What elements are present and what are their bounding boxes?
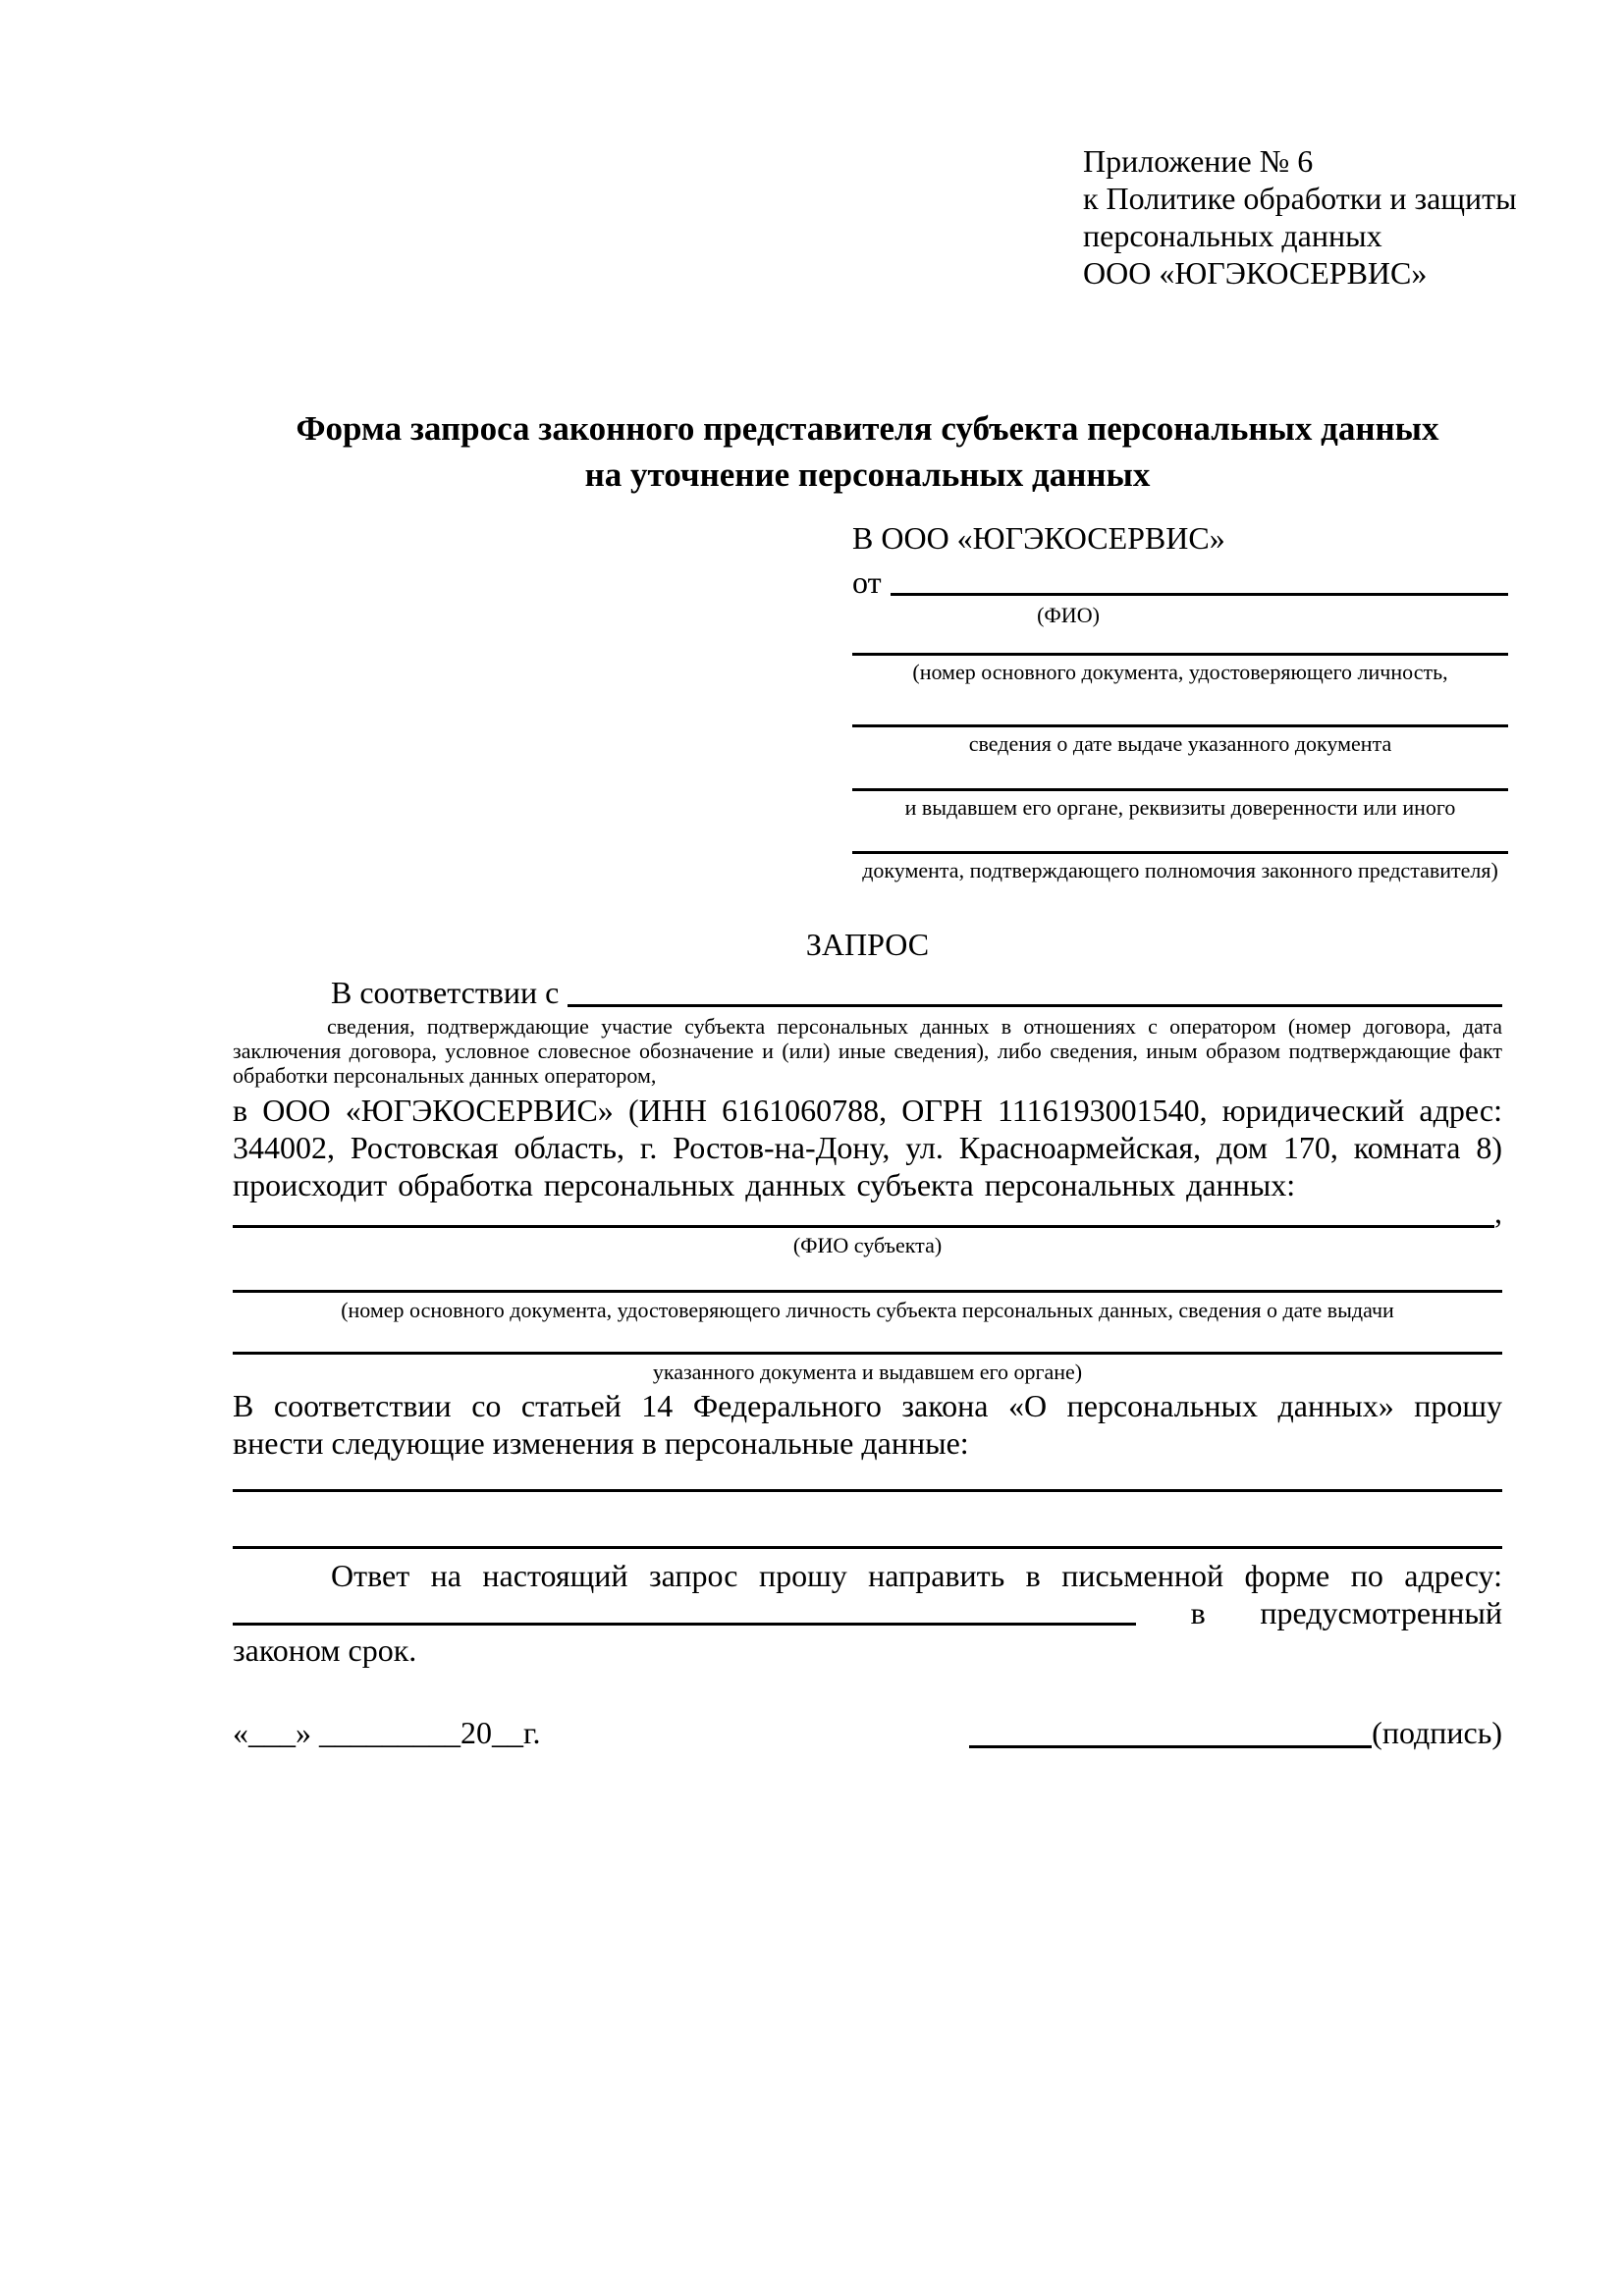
fio-caption: (ФИО) — [1037, 603, 1100, 627]
from-label: от — [852, 564, 882, 600]
page-title — [233, 405, 1502, 498]
operator-line: в ООО «ЮГЭКОСЕРВИС» (ИНН 6161060788, ОГРН 1116193001540, юридический адрес: — [233, 1093, 1502, 1128]
addressee-company: В ООО «ЮГЭКОСЕРВИС» — [852, 520, 1225, 556]
appendix-header-line: персональных данных — [1083, 218, 1382, 253]
signature-blank-line — [969, 1744, 1372, 1748]
representative-name-blank-line — [891, 592, 1508, 596]
answer-line: законом срок. — [233, 1632, 417, 1668]
answer-word: предусмотренный — [1260, 1595, 1502, 1630]
appendix-header-line: к Политике обработки и защиты — [1083, 181, 1517, 216]
answer-address-row — [233, 1594, 1502, 1631]
representative-doc-blank-line — [852, 788, 1508, 791]
page-title-line: Форма запроса законного представителя субъекта персональных данных — [296, 409, 1439, 448]
footnote-line: обработки персональных данных оператором, — [233, 1063, 657, 1088]
subject-line-comma: , — [1494, 1195, 1502, 1230]
basis-footnote — [233, 1014, 1502, 1088]
subject-fio-blank-line — [233, 1224, 1494, 1228]
answer-paragraph — [233, 1557, 1502, 1669]
law-paragraph — [233, 1387, 1502, 1462]
representative-doc-blank-line — [852, 851, 1508, 854]
subject-fio-row — [233, 1196, 1502, 1231]
changes-blank-line — [233, 1489, 1502, 1492]
subject-doc-blank-line — [233, 1290, 1502, 1293]
answer-word: в — [1190, 1595, 1206, 1630]
doc-caption-2: сведения о дате выдаче указанного документа — [968, 731, 1392, 756]
date-blank-text: «___» _________20__г. — [233, 1715, 541, 1750]
subject-doc-blank-line — [233, 1352, 1502, 1355]
doc-caption-4: документа, подтверждающего полномочия законного представителя) — [862, 858, 1498, 882]
page-title-line: на уточнение персональных данных — [584, 455, 1151, 494]
changes-blank-line — [233, 1546, 1502, 1549]
doc-caption-3: и выдавшем его органе, реквизиты доверенности или иного — [904, 795, 1456, 820]
subject-doc-caption-2: указанного документа и выдавшем его органе) — [652, 1360, 1083, 1384]
basis-blank-line — [568, 1003, 1502, 1007]
footnote-line: заключения договора, условное словесное обозначение и (или) иные сведения), либо сведения, иным образом подтверждающие факт — [233, 1039, 1502, 1063]
subject-fio-caption: (ФИО субъекта) — [792, 1233, 943, 1257]
answer-address-blank-line — [233, 1622, 1136, 1626]
representative-doc-blank-line — [852, 724, 1508, 727]
date-signature-row — [233, 1713, 1502, 1752]
operator-line: 344002, Ростовская область, г. Ростов-на-Дону, ул. Красноармейская, дом 170, комната 8) — [233, 1130, 1502, 1165]
signature-group — [969, 1713, 1502, 1752]
footnote-line: сведения, подтверждающие участие субъекта персональных данных в отношениях с оператором (номер договора, дата — [327, 1014, 1502, 1039]
operator-line: происходит обработка персональных данных субъекта персональных данных: — [233, 1167, 1296, 1202]
subject-doc-caption-1: (номер основного документа, удостоверяющего личность субъекта персональных данных, сведения о дате выдачи — [341, 1298, 1394, 1322]
appendix-header-line: ООО «ЮГЭКОСЕРВИС» — [1083, 255, 1428, 291]
basis-label: В соответствии с — [331, 975, 560, 1010]
signature-caption: (подпись) — [1372, 1715, 1502, 1750]
law-line: внести следующие изменения в персональные данные: — [233, 1425, 969, 1461]
appendix-header — [1083, 142, 1517, 292]
appendix-header-line: Приложение № 6 — [1083, 143, 1314, 179]
basis-row — [233, 975, 1502, 1010]
request-heading: ЗАПРОС — [805, 927, 930, 962]
doc-caption-1: (номер основного документа, удостоверяющего личность, — [912, 660, 1448, 684]
answer-line: Ответ на настоящий запрос прошу направить в письменной форме по адресу: — [331, 1558, 1502, 1593]
from-row — [852, 565, 1508, 599]
operator-paragraph — [233, 1092, 1502, 1203]
law-line: В соответствии со статьей 14 Федерального закона «О персональных данных» прошу — [233, 1388, 1502, 1423]
representative-doc-blank-line — [852, 653, 1508, 656]
